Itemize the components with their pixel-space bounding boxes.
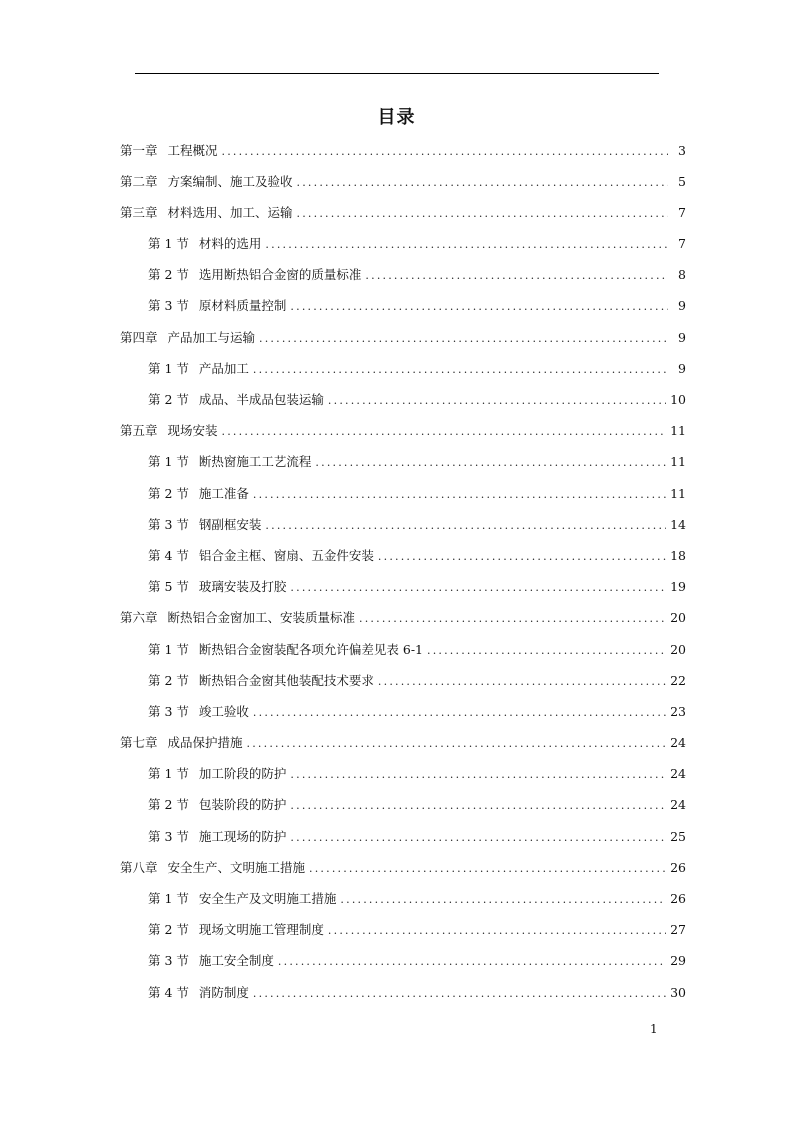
toc-prefix: 第 2 节 [148, 486, 189, 501]
toc-page: 24 [670, 797, 686, 812]
toc-text: 原材料质量控制 [198, 298, 287, 313]
toc-section[interactable] [148, 702, 686, 722]
toc-prefix: 第一章 [120, 143, 158, 158]
toc-page: 26 [670, 860, 686, 875]
toc-prefix: 第五章 [120, 423, 158, 438]
toc-page: 29 [670, 953, 686, 968]
toc-section[interactable] [148, 951, 686, 971]
dot-leader [290, 765, 666, 785]
toc-section[interactable] [148, 359, 686, 379]
toc-chapter[interactable] [120, 328, 686, 348]
toc-prefix: 第八章 [120, 860, 158, 875]
dot-leader [222, 142, 668, 162]
toc-prefix: 第 4 节 [148, 985, 189, 1000]
dot-leader [359, 609, 666, 629]
toc-prefix: 第 1 节 [148, 454, 189, 469]
toc-text: 断热铝合金窗其他装配技术要求 [198, 673, 374, 688]
toc-page: 19 [670, 579, 686, 594]
toc-section[interactable] [148, 889, 686, 909]
dot-leader [290, 828, 666, 848]
toc-prefix: 第 2 节 [148, 267, 189, 282]
toc-chapter[interactable] [120, 141, 686, 161]
dot-leader [427, 641, 666, 661]
dot-leader [290, 297, 668, 317]
dot-leader [309, 859, 666, 879]
toc-text: 竣工验收 [198, 704, 249, 719]
dot-leader [297, 173, 668, 193]
toc-text: 工程概况 [167, 143, 218, 158]
toc-page: 9 [678, 298, 686, 313]
toc-prefix: 第 3 节 [148, 953, 189, 968]
dot-leader [247, 734, 667, 754]
dot-leader [253, 485, 666, 505]
toc-prefix: 第 3 节 [148, 829, 189, 844]
toc-page: 7 [678, 236, 686, 251]
toc-prefix: 第 3 节 [148, 298, 189, 313]
toc-text: 选用断热铝合金窗的质量标准 [198, 267, 362, 282]
toc-page: 3 [678, 143, 686, 158]
toc-prefix: 第 1 节 [148, 766, 189, 781]
toc-prefix: 第 5 节 [148, 579, 189, 594]
toc-text: 铝合金主框、窗扇、五金件安装 [198, 548, 374, 563]
toc-text: 方案编制、施工及验收 [167, 174, 293, 189]
dot-leader [265, 516, 666, 536]
dot-leader [253, 360, 668, 380]
toc-prefix: 第四章 [120, 330, 158, 345]
toc-text: 玻璃安装及打胶 [198, 579, 287, 594]
toc-section[interactable] [148, 983, 686, 1003]
toc-section[interactable] [148, 484, 686, 504]
toc-section[interactable] [148, 452, 686, 472]
toc-page: 7 [678, 205, 686, 220]
toc-text: 消防制度 [198, 985, 249, 1000]
toc-section[interactable] [148, 296, 686, 316]
toc-text: 安全生产、文明施工措施 [167, 860, 306, 875]
toc-section[interactable] [148, 515, 686, 535]
toc-text: 加工阶段的防护 [198, 766, 287, 781]
dot-leader [278, 952, 666, 972]
toc-page: 27 [670, 922, 686, 937]
toc-section[interactable] [148, 640, 686, 660]
toc-prefix: 第 2 节 [148, 673, 189, 688]
toc-page: 11 [670, 454, 686, 469]
dot-leader [340, 890, 666, 910]
toc-prefix: 第 1 节 [148, 642, 189, 657]
toc-text: 安全生产及文明施工措施 [198, 891, 337, 906]
toc-prefix: 第二章 [120, 174, 158, 189]
toc-section[interactable] [148, 234, 686, 254]
toc-page: 10 [670, 392, 686, 407]
toc-prefix: 第 3 节 [148, 517, 189, 532]
toc-section[interactable] [148, 764, 686, 784]
toc-prefix: 第 2 节 [148, 392, 189, 407]
toc-text: 产品加工与运输 [167, 330, 256, 345]
dot-leader [315, 453, 666, 473]
dot-leader [259, 329, 668, 349]
toc-page: 26 [670, 891, 686, 906]
toc-text: 断热铝合金窗装配各项允许偏差见表 6-1 [198, 642, 424, 657]
toc-text: 施工准备 [198, 486, 249, 501]
toc-page: 30 [670, 985, 686, 1000]
dot-leader [328, 921, 666, 941]
toc-prefix: 第 3 节 [148, 704, 189, 719]
toc-page: 24 [670, 735, 686, 750]
toc-text: 断热窗施工工艺流程 [198, 454, 312, 469]
dot-leader [378, 547, 666, 567]
toc-section[interactable] [148, 795, 686, 815]
toc-page: 20 [670, 642, 686, 657]
toc-prefix: 第 1 节 [148, 361, 189, 376]
toc-chapter[interactable] [120, 172, 686, 192]
toc-text: 产品加工 [198, 361, 249, 376]
toc-section[interactable] [148, 827, 686, 847]
toc-text: 断热铝合金窗加工、安装质量标准 [167, 610, 356, 625]
toc-section[interactable] [148, 577, 686, 597]
toc-text: 施工安全制度 [198, 953, 274, 968]
toc-page: 11 [670, 486, 686, 501]
toc-chapter[interactable] [120, 203, 686, 223]
toc-section[interactable] [148, 546, 686, 566]
toc-text: 成品、半成品包装运输 [198, 392, 324, 407]
toc-chapter[interactable] [120, 733, 686, 753]
dot-leader [265, 235, 668, 255]
toc-text: 材料选用、加工、运输 [167, 205, 293, 220]
toc-page: 20 [670, 610, 686, 625]
toc-chapter[interactable] [120, 421, 686, 441]
toc-prefix: 第三章 [120, 205, 158, 220]
toc-page: 9 [678, 361, 686, 376]
dot-leader [290, 796, 666, 816]
toc-text: 成品保护措施 [167, 735, 243, 750]
toc-page: 11 [670, 423, 686, 438]
toc-page: 24 [670, 766, 686, 781]
dot-leader [297, 204, 668, 224]
toc-section[interactable] [148, 671, 686, 691]
dot-leader [365, 266, 668, 286]
toc-text: 现场文明施工管理制度 [198, 922, 324, 937]
dot-leader [378, 672, 666, 692]
page-title: 目录 [377, 107, 416, 128]
toc-prefix: 第 4 节 [148, 548, 189, 563]
dot-leader [253, 703, 666, 723]
toc-page: 25 [670, 829, 686, 844]
dot-leader [253, 984, 666, 1004]
toc-section[interactable] [148, 390, 686, 410]
toc-section[interactable] [148, 920, 686, 940]
toc-prefix: 第 2 节 [148, 797, 189, 812]
dot-leader [328, 391, 666, 411]
toc-text: 现场安装 [167, 423, 218, 438]
toc-prefix: 第 1 节 [148, 891, 189, 906]
toc-page: 22 [670, 673, 686, 688]
toc-page: 9 [678, 330, 686, 345]
toc-page: 8 [678, 267, 686, 282]
toc-prefix: 第 2 节 [148, 922, 189, 937]
dot-leader [222, 422, 667, 442]
dot-leader [290, 578, 666, 598]
toc-text: 钢副框安装 [198, 517, 262, 532]
toc-page: 23 [670, 704, 686, 719]
toc-page: 18 [670, 548, 686, 563]
toc-text: 材料的选用 [198, 236, 262, 251]
toc-chapter[interactable] [120, 608, 686, 628]
toc-chapter[interactable] [120, 858, 686, 878]
toc-page: 5 [678, 174, 686, 189]
toc-prefix: 第七章 [120, 735, 158, 750]
toc-text: 施工现场的防护 [198, 829, 287, 844]
toc-prefix: 第六章 [120, 610, 158, 625]
toc-section[interactable] [148, 265, 686, 285]
toc-prefix: 第 1 节 [148, 236, 189, 251]
page-number: 1 [650, 1022, 658, 1036]
toc-page: 14 [670, 517, 686, 532]
toc-text: 包装阶段的防护 [198, 797, 287, 812]
